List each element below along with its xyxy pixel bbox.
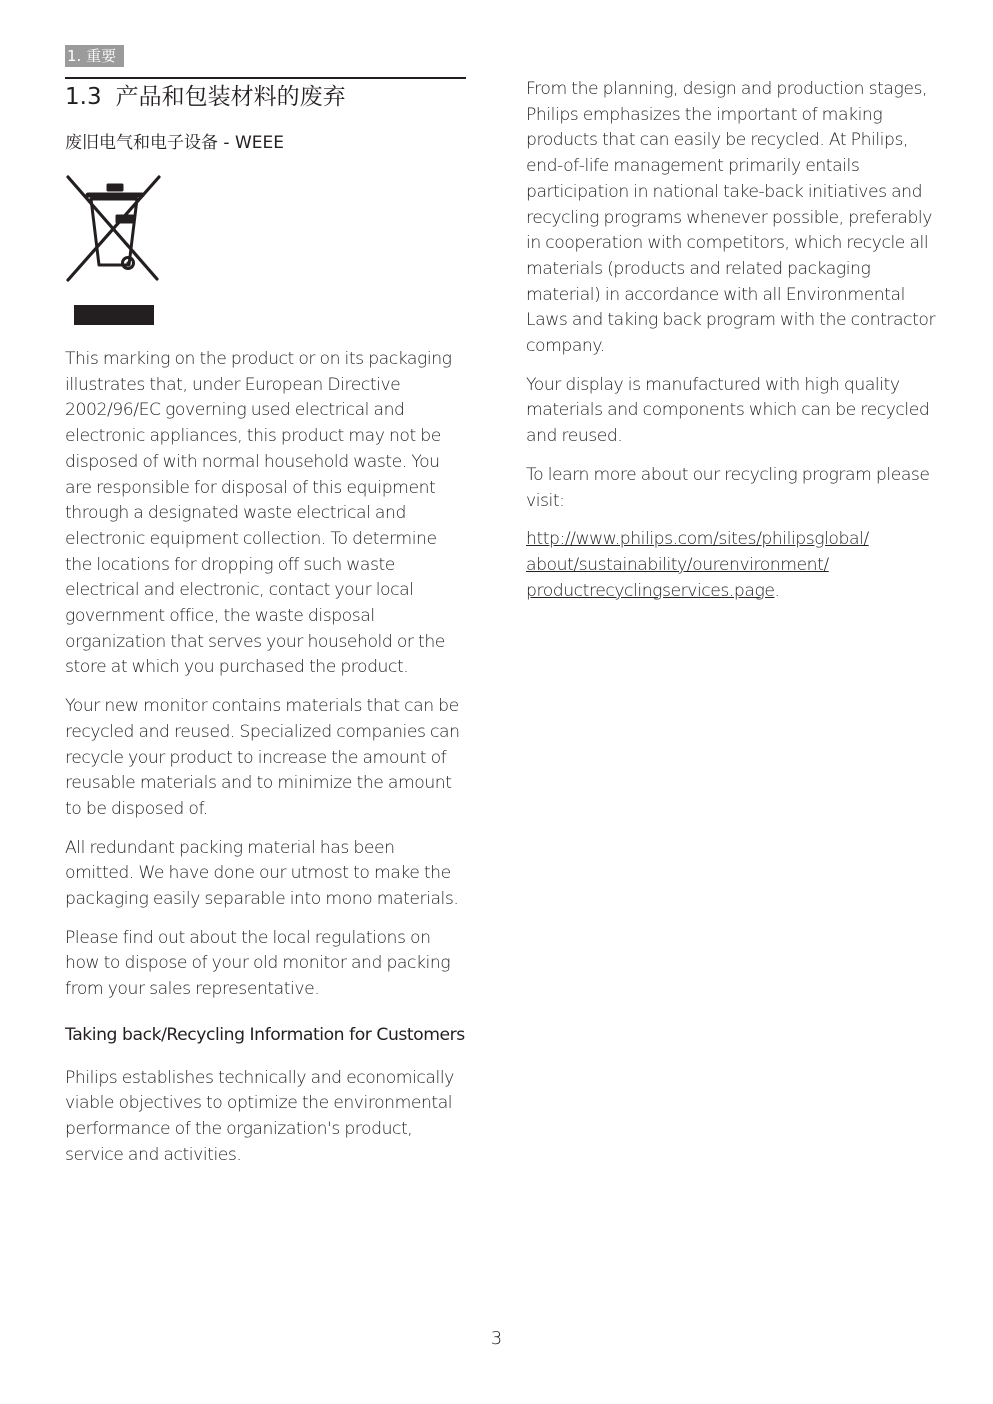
recycling-link-block	[526, 527, 936, 604]
weee-bar-symbol	[74, 305, 154, 325]
paragraph: Please find out about the local regulations on how to dispose of your old monitor and packing from your sales representative.	[65, 927, 451, 1000]
section-title-text: 产品和包装材料的废弃	[115, 84, 346, 110]
paragraph: From the planning, design and production stages, Philips emphasizes the important of making products that can easily be recycled. At Philips, end-of-life management primarily entails participation in national take-back initiatives and recycling programs whenever possible, preferably in cooperation with competitors, which recycle all materials (products and related packaging material) in accordance with all Environmental Laws and taking back program with the contractor company.	[526, 79, 936, 357]
weee-subtitle: 废旧电气和电子设备 - WEEE	[65, 133, 284, 153]
paragraph: All redundant packing material has been omitted. We have done our utmost to make the packaging easily separable into mono materials.	[65, 837, 459, 910]
right-column	[526, 77, 936, 604]
section-number: 1.3	[65, 84, 102, 110]
crossed-out-wheelie-bin-icon	[65, 174, 165, 284]
recycling-link-line-2[interactable]: about/sustainability/ourenvironment/	[526, 554, 829, 575]
paragraph: Philips establishes technically and economically viable objectives to optimize the environmental performance of the organization's product, service and activities.	[65, 1067, 454, 1165]
paragraph: This marking on the product or on its packaging illustrates that, under European Directive 2002/96/EC governing used electrical and electronic appliances, this product may not be disposed of with normal household waste. You are responsible for disposal of this equipment through a designated waste electrical and electronic equipment collection. To determine the locations for dropping off such waste electrical and electronic, contact your local government office, the waste disposal organization that serves your household or the store at which you purchased the product.	[65, 349, 452, 678]
left-column	[65, 77, 467, 1169]
paragraph: To learn more about our recycling program please visit:	[526, 464, 930, 511]
chapter-tab: 1. 重要	[65, 45, 124, 67]
recycling-link-line-1[interactable]: http://www.philips.com/sites/philipsglobal/	[526, 529, 869, 550]
title-rule	[65, 77, 466, 79]
paragraph: Your new monitor contains materials that can be recycled and reused. Specialized companies can recycle your product to increase the amount of reusable materials and to minimize the amount to be disposed of.	[65, 696, 460, 819]
section-title	[65, 82, 467, 112]
recycling-link-line-3[interactable]: productrecyclingservices.page	[526, 580, 775, 601]
link-trailing-period: .	[774, 580, 780, 601]
page-number: 3	[490, 1328, 503, 1349]
recycling-heading: Taking back/Recycling Information for Customers	[65, 1024, 465, 1045]
paragraph: Your display is manufactured with high quality materials and components which can be recycled and reused.	[526, 374, 930, 447]
